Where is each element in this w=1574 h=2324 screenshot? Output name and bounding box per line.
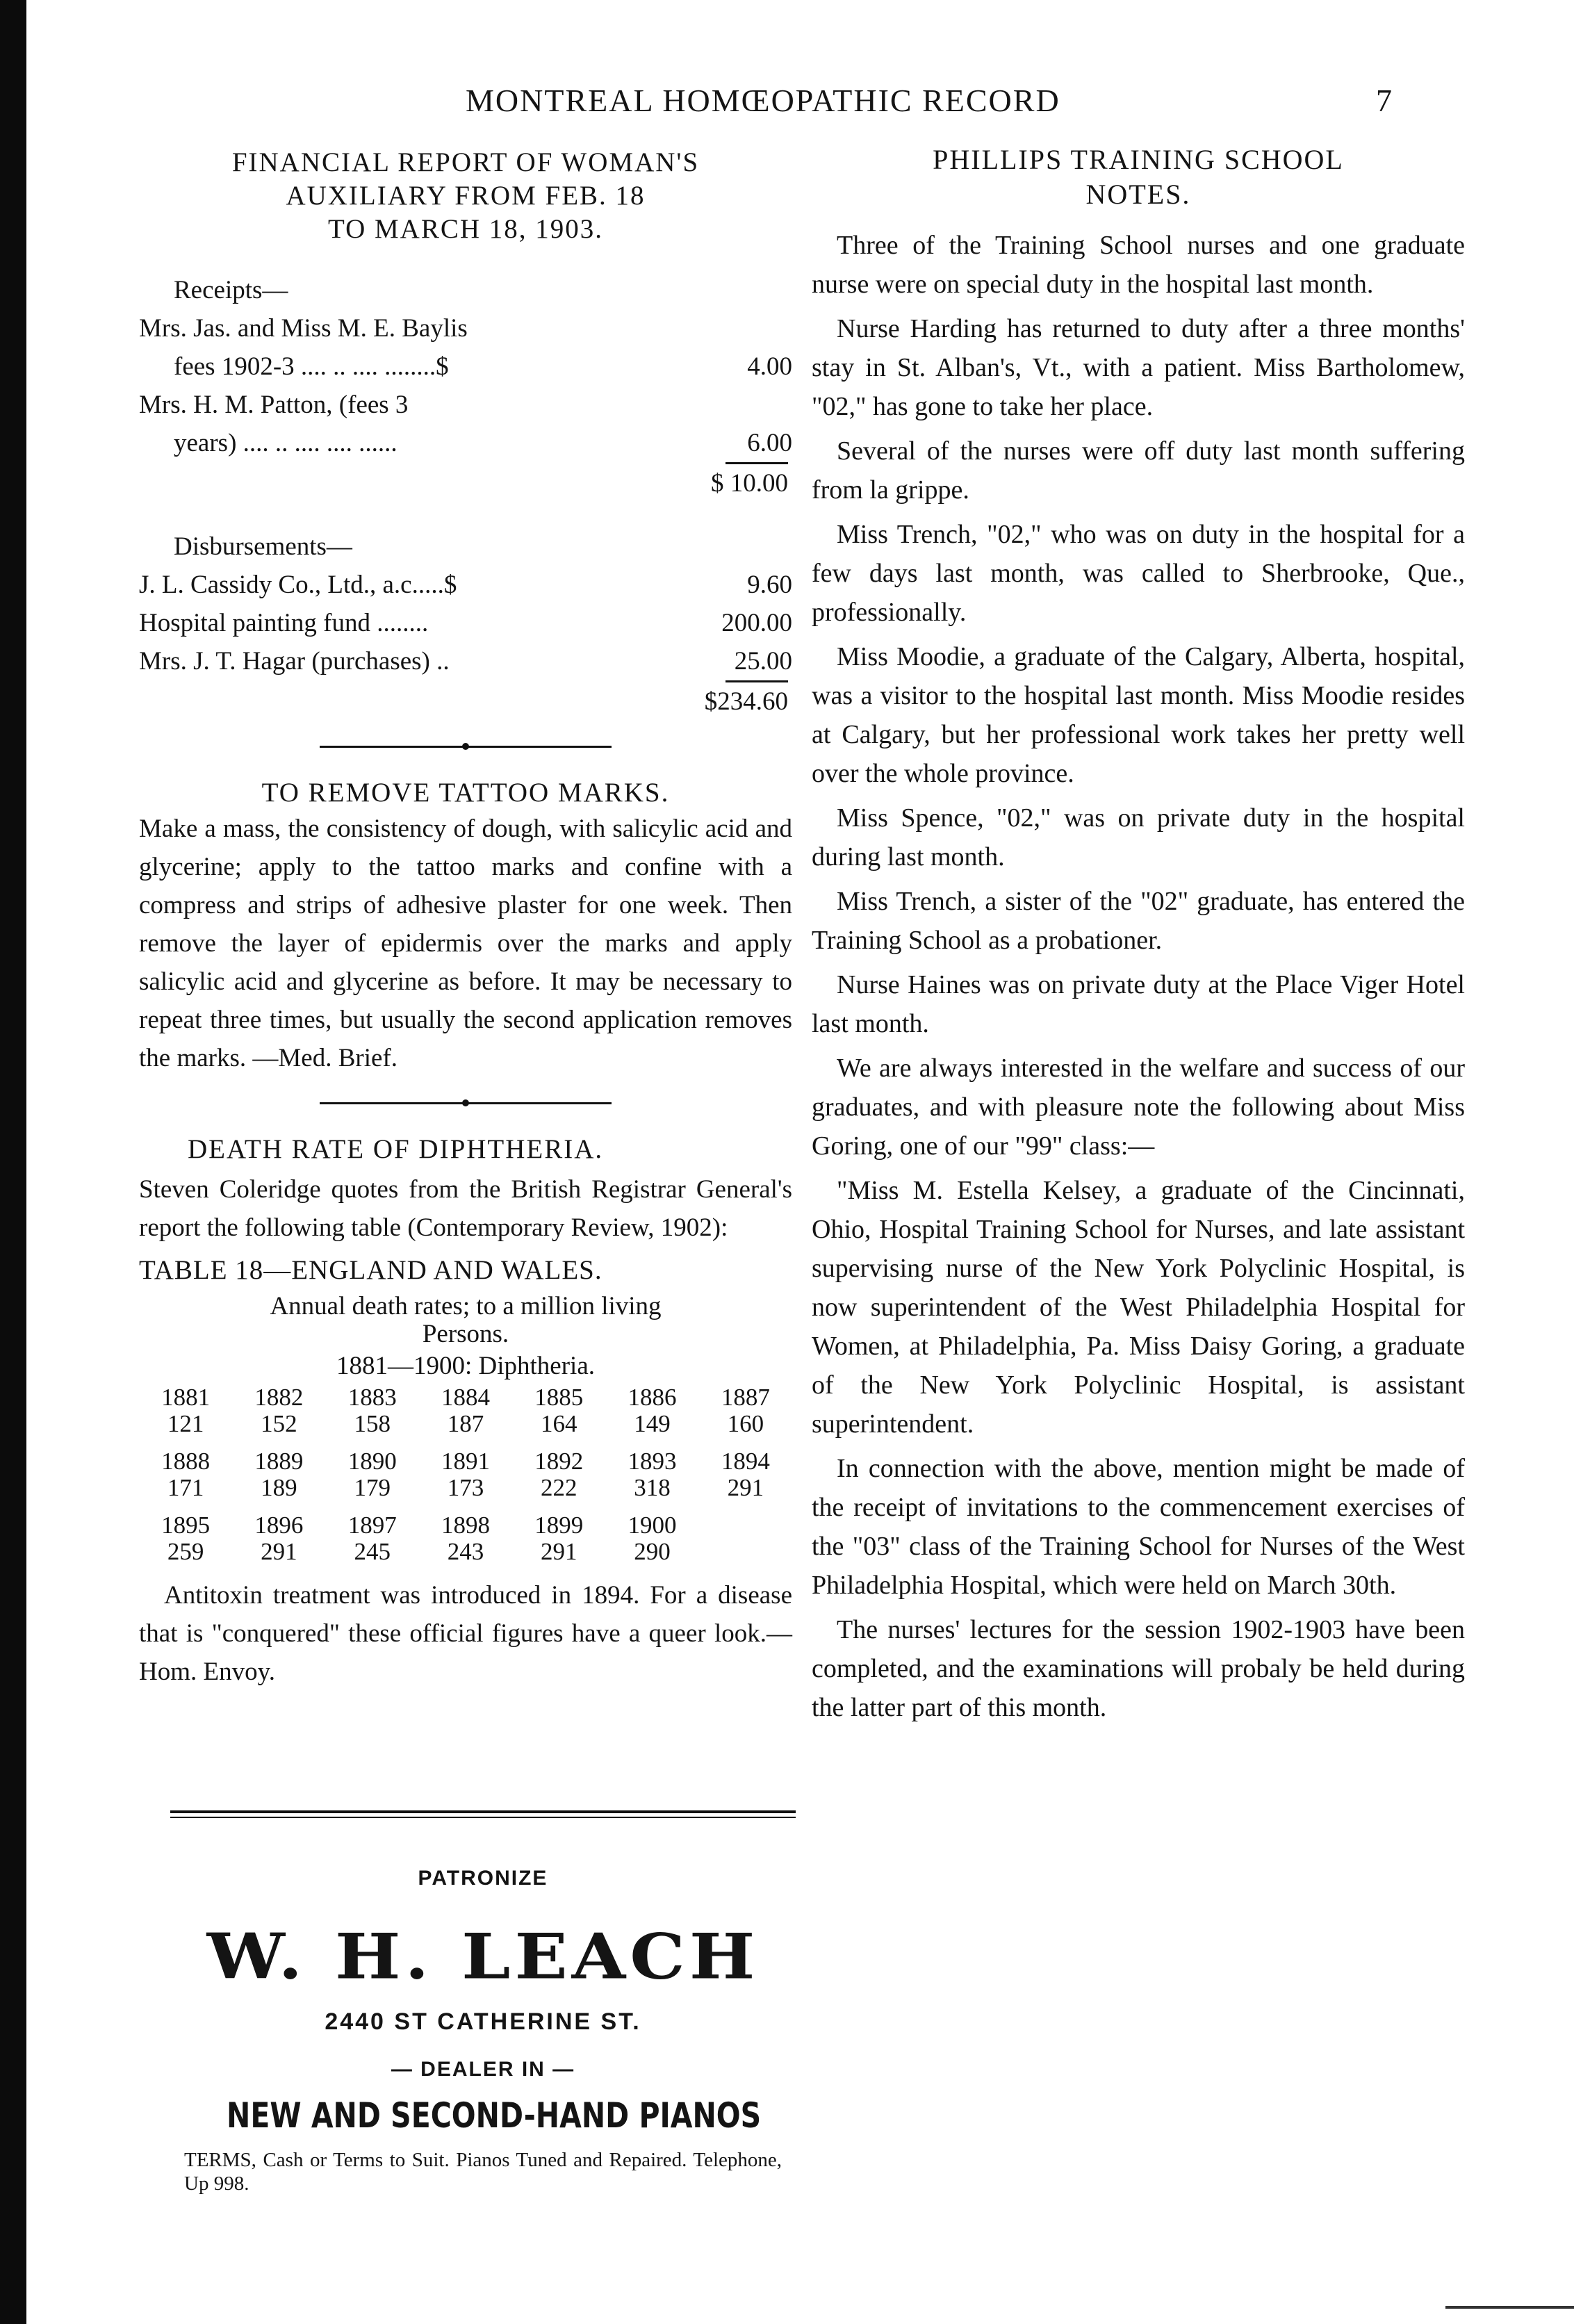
right-column: [812, 142, 1465, 1733]
receipt-desc: fees 1902-3 .... .. .... ........$: [174, 352, 449, 381]
value-cell: 222: [541, 1474, 577, 1501]
scan-corner-line: [1445, 2306, 1574, 2309]
scan-edge-bar: [0, 0, 26, 2324]
value-cell: 121: [167, 1410, 204, 1437]
table-subtitle: [139, 1293, 792, 1380]
values-row: [139, 1475, 792, 1512]
value-cell: 179: [354, 1474, 391, 1501]
receipt-amount: 6.00: [747, 429, 792, 457]
receipt-row: [139, 424, 792, 462]
value-cell: 171: [167, 1474, 204, 1501]
disbursements-label: Disbursements—: [174, 532, 352, 561]
left-column: [139, 146, 792, 1691]
year-cell: 1890: [347, 1448, 397, 1475]
value-cell: 158: [354, 1410, 391, 1437]
phillips-heading: [812, 142, 1465, 212]
receipt-entry: [139, 309, 792, 386]
phillips-paragraph: Several of the nurses were off duty last month suffering from la grippe.: [812, 436, 1465, 505]
value-cell: 290: [634, 1538, 671, 1565]
year-cell: 1895: [161, 1512, 211, 1539]
year-cell: 1893: [628, 1448, 677, 1475]
years-row: [139, 1448, 792, 1475]
heading-line: PHILLIPS TRAINING SCHOOL: [933, 144, 1344, 175]
year-cell: 1900: [628, 1512, 677, 1539]
disbursement-row: [139, 642, 792, 680]
year-cell: 1886: [628, 1384, 677, 1411]
phillips-paragraph: The nurses' lectures for the session 1902-1903 have been completed, and the examinations will probaly be held during the latter part of this month.: [812, 1615, 1465, 1722]
phillips-paragraph: Miss Moodie, a graduate of the Calgary, Alberta, hospital, was a visitor to the hospital last month. Miss Moodie resides at Calgary, but her professional work takes her pretty well over the whole province.: [812, 642, 1465, 788]
receipt-amount: 4.00: [747, 352, 792, 381]
advert-top-rule: [170, 1810, 796, 1818]
year-cell: 1888: [161, 1448, 211, 1475]
financial-report-heading: [139, 146, 792, 246]
disbursement-desc: J. L. Cassidy Co., Ltd., a.c.....$: [139, 571, 457, 599]
phillips-paragraph: Three of the Training School nurses and one graduate nurse were on special duty in the hospital last month.: [812, 231, 1465, 299]
advert-business-name: W. H. LEACH: [206, 1919, 760, 1994]
advert-pianos: NEW AND SECOND-HAND PIANOS: [227, 2095, 762, 2136]
table-subtitle-line: Persons.: [422, 1320, 509, 1348]
year-cell: 1894: [721, 1448, 770, 1475]
table-title: TABLE 18—ENGLAND AND WALES.: [139, 1255, 602, 1285]
receipts-label: Receipts—: [174, 276, 288, 304]
receipt-name: Mrs. H. M. Patton, (fees 3: [139, 391, 409, 419]
table-subtitle-line: 1881—1900: Diphtheria.: [336, 1352, 595, 1380]
years-row: [139, 1512, 792, 1539]
phillips-paragraph: Miss Trench, a sister of the "02" graduate, has entered the Training School as a probationer.: [812, 887, 1465, 955]
value-cell: 152: [261, 1410, 297, 1437]
financial-report: [139, 146, 792, 721]
heading-line: NOTES.: [1085, 179, 1191, 210]
disbursement-amount: 25.00: [734, 647, 792, 676]
year-cell: 1883: [347, 1384, 397, 1411]
year-cell: 1898: [441, 1512, 490, 1539]
value-cell: 149: [634, 1410, 671, 1437]
tattoo-article: [139, 776, 792, 1077]
year-cell: 1882: [254, 1384, 304, 1411]
page-number: 7: [1376, 83, 1392, 118]
diphtheria-closing: Antitoxin treatment was introduced in 1894. For a disease that is "conquered" these official figures have a queer look.—Hom. Envoy.: [139, 1581, 792, 1686]
values-row: [139, 1539, 792, 1576]
value-cell: 164: [541, 1410, 577, 1437]
heading-line: FINANCIAL REPORT OF WOMAN'S: [231, 147, 700, 177]
tattoo-heading: TO REMOVE TATTOO MARKS.: [261, 778, 670, 808]
value-cell: 291: [541, 1538, 577, 1565]
phillips-paragraph: "Miss M. Estella Kelsey, a graduate of the Cincinnati, Ohio, Hospital Training School for Nurses, and late assistant supervising nurse of the New York Polyclinic Hospital, is now superintendent of the West Philadelphia Hospital for Women, at Philadelphia, Pa. Miss Daisy Goring, a graduate of the New York Polyclinic Hospital, is assistant superintendent.: [812, 1176, 1465, 1439]
receipt-entry: [139, 386, 792, 462]
value-cell: 173: [447, 1474, 484, 1501]
phillips-paragraph: Miss Spence, "02," was on private duty in the hospital during last month.: [812, 803, 1465, 872]
receipt-desc: years) .... .. .... .... ......: [174, 429, 397, 457]
phillips-paragraph: Miss Trench, "02," who was on duty in the hospital for a few days last month, was called to Sherbrooke, Que., professionally.: [812, 520, 1465, 627]
page-header: [417, 82, 1459, 131]
value-cell: 291: [727, 1474, 764, 1501]
value-cell: 187: [447, 1410, 484, 1437]
disbursement-desc: Mrs. J. T. Hagar (purchases) ..: [139, 647, 450, 676]
disbursement-desc: Hospital painting fund ........: [139, 609, 429, 637]
value-cell: 318: [634, 1474, 671, 1501]
heading-line: AUXILIARY FROM FEB. 18: [286, 181, 646, 211]
section-separator: [320, 1093, 612, 1113]
diphtheria-intro: Steven Coleridge quotes from the British Registrar General's report the following table (Contemporary Review, 1902):: [139, 1175, 792, 1242]
disbursement-row: [139, 604, 792, 642]
advertisement: [170, 1810, 796, 2195]
year-cell: 1899: [534, 1512, 584, 1539]
value-cell: 259: [167, 1538, 204, 1565]
disbursement-amount: 200.00: [721, 609, 792, 637]
advert-terms: TERMS, Cash or Terms to Suit. Pianos Tuned and Repaired. Telephone, Up 998.: [184, 2149, 782, 2195]
tattoo-body: Make a mass, the consistency of dough, with salicylic acid and glycerine; apply to the tattoo marks and confine with a compress and strips of adhesive plaster for one week. Then remove the layer of epidermis over the marks and apply salicylic acid and glycerine as before. It may be necessary to repeat three times, but usually the second application removes the marks. —Med. Brief.: [139, 815, 792, 1072]
year-cell: 1881: [161, 1384, 211, 1411]
value-cell: 245: [354, 1538, 391, 1565]
phillips-paragraph: In connection with the above, mention might be made of the receipt of invitations to the commencement exercises of the "03" class of the Training School for Nurses of the West Philadelphia Hospital, which were held on March 30th.: [812, 1454, 1465, 1600]
values-row: [139, 1411, 792, 1448]
year-cell: 1884: [441, 1384, 490, 1411]
heading-line: TO MARCH 18, 1903.: [327, 214, 604, 244]
year-cell: 1889: [254, 1448, 304, 1475]
value-cell: 160: [727, 1410, 764, 1437]
year-cell: 1891: [441, 1448, 490, 1475]
year-cell: 1885: [534, 1384, 584, 1411]
receipt-name: Mrs. Jas. and Miss M. E. Baylis: [139, 314, 468, 343]
advert-patronize: PATRONIZE: [418, 1867, 548, 1890]
advert-address: 2440 ST CATHERINE ST.: [325, 2008, 641, 2035]
section-separator: [320, 736, 612, 757]
diphtheria-heading: DEATH RATE OF DIPHTHERIA.: [188, 1134, 604, 1164]
diphtheria-article: [139, 1133, 792, 1691]
table-subtitle-line: Annual death rates; to a million living: [270, 1292, 662, 1320]
phillips-paragraph: Nurse Harding has returned to duty after a three months' stay in St. Alban's, Vt., with a patient. Miss Bartholomew, "02," has gone to take her place.: [812, 314, 1465, 421]
receipt-row: [139, 347, 792, 386]
year-cell: 1892: [534, 1448, 584, 1475]
journal-title: MONTREAL HOMŒOPATHIC RECORD: [466, 83, 1060, 118]
disbursement-row: [139, 566, 792, 604]
year-cell: 1897: [347, 1512, 397, 1539]
phillips-paragraph: Nurse Haines was on private duty at the Place Viger Hotel last month.: [812, 970, 1465, 1038]
years-row: [139, 1384, 792, 1411]
disbursement-amount: 9.60: [747, 571, 792, 599]
advert-dealer: — DEALER IN —: [391, 2058, 575, 2081]
value-cell: 291: [261, 1538, 297, 1565]
year-cell: 1896: [254, 1512, 304, 1539]
year-cell: 1887: [721, 1384, 770, 1411]
value-cell: 189: [261, 1474, 297, 1501]
disbursements-total: $234.60: [704, 687, 788, 716]
death-rate-table: [139, 1384, 792, 1576]
phillips-paragraph: We are always interested in the welfare and success of our graduates, and with pleasure note the following about Miss Goring, one of our "99" class:—: [812, 1054, 1465, 1161]
value-cell: 243: [447, 1538, 484, 1565]
receipts-total: $ 10.00: [711, 469, 788, 498]
